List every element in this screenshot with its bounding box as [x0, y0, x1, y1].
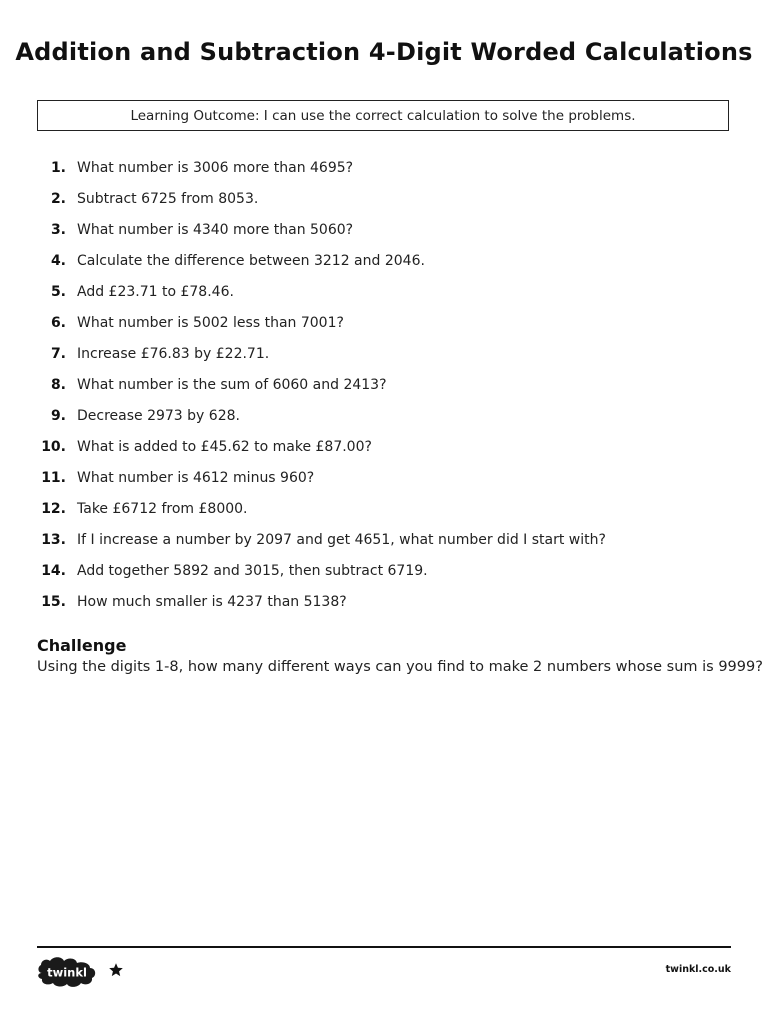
question-number: 9.: [50, 408, 66, 424]
question-item: [0, 219, 768, 250]
question-item: [0, 405, 768, 436]
question-item: [0, 560, 768, 591]
question-text: What is added to £45.62 to make £87.00?: [77, 439, 372, 455]
question-number: 5.: [50, 284, 66, 300]
question-number: 13.: [41, 532, 66, 548]
question-item: [0, 374, 768, 405]
question-text: Increase £76.83 by £22.71.: [77, 346, 270, 362]
question-number: 4.: [50, 253, 66, 269]
question-text: What number is 4612 minus 960?: [77, 470, 315, 486]
question-number: 3.: [50, 222, 66, 238]
question-number: 1.: [50, 160, 66, 176]
twinkl-logo: [36, 953, 98, 989]
learning-outcome-text: Learning Outcome: I can use the correct calculation to solve the problems.: [130, 107, 636, 124]
question-text: Decrease 2973 by 628.: [77, 408, 240, 424]
question-number: 14.: [41, 563, 66, 579]
question-number: 10.: [41, 439, 66, 455]
question-number: 2.: [50, 191, 66, 207]
question-item: [0, 591, 768, 622]
question-item: [0, 529, 768, 560]
star-icon: [108, 962, 124, 978]
question-item: [0, 343, 768, 374]
question-list: [0, 157, 768, 622]
learning-outcome-box: [37, 100, 729, 131]
question-text: If I increase a number by 2097 and get 4651, what number did I start with?: [77, 532, 606, 548]
question-item: [0, 188, 768, 219]
page-title: Addition and Subtraction 4-Digit Worded Calculations: [15, 38, 753, 66]
question-text: What number is 3006 more than 4695?: [77, 160, 354, 176]
website-link[interactable]: twinkl.co.uk: [665, 964, 731, 975]
question-number: 15.: [41, 594, 66, 610]
question-text: What number is 4340 more than 5060?: [77, 222, 354, 238]
question-number: 6.: [50, 315, 66, 331]
question-text: What number is 5002 less than 7001?: [77, 315, 344, 331]
question-text: Add together 5892 and 3015, then subtract 6719.: [77, 563, 428, 579]
question-text: How much smaller is 4237 than 5138?: [77, 594, 347, 610]
question-number: 8.: [50, 377, 66, 393]
question-text: Subtract 6725 from 8053.: [77, 191, 259, 207]
question-text: Add £23.71 to £78.46.: [77, 284, 234, 300]
question-text: Take £6712 from £8000.: [77, 501, 248, 517]
challenge-heading: Challenge: [37, 636, 127, 655]
question-text: What number is the sum of 6060 and 2413?: [77, 377, 387, 393]
question-item: [0, 467, 768, 498]
question-item: [0, 312, 768, 343]
question-item: [0, 498, 768, 529]
challenge-text: Using the digits 1-8, how many different ways can you find to make 2 numbers whose sum is 9999?: [37, 659, 763, 675]
logo-wordmark: twinkl: [47, 965, 87, 980]
question-number: 7.: [50, 346, 66, 362]
question-number: 12.: [41, 501, 66, 517]
question-item: [0, 157, 768, 188]
question-item: [0, 436, 768, 467]
question-number: 11.: [41, 470, 66, 486]
question-item: [0, 250, 768, 281]
footer-divider: [37, 946, 731, 948]
question-text: Calculate the difference between 3212 and 2046.: [77, 253, 425, 269]
question-item: [0, 281, 768, 312]
